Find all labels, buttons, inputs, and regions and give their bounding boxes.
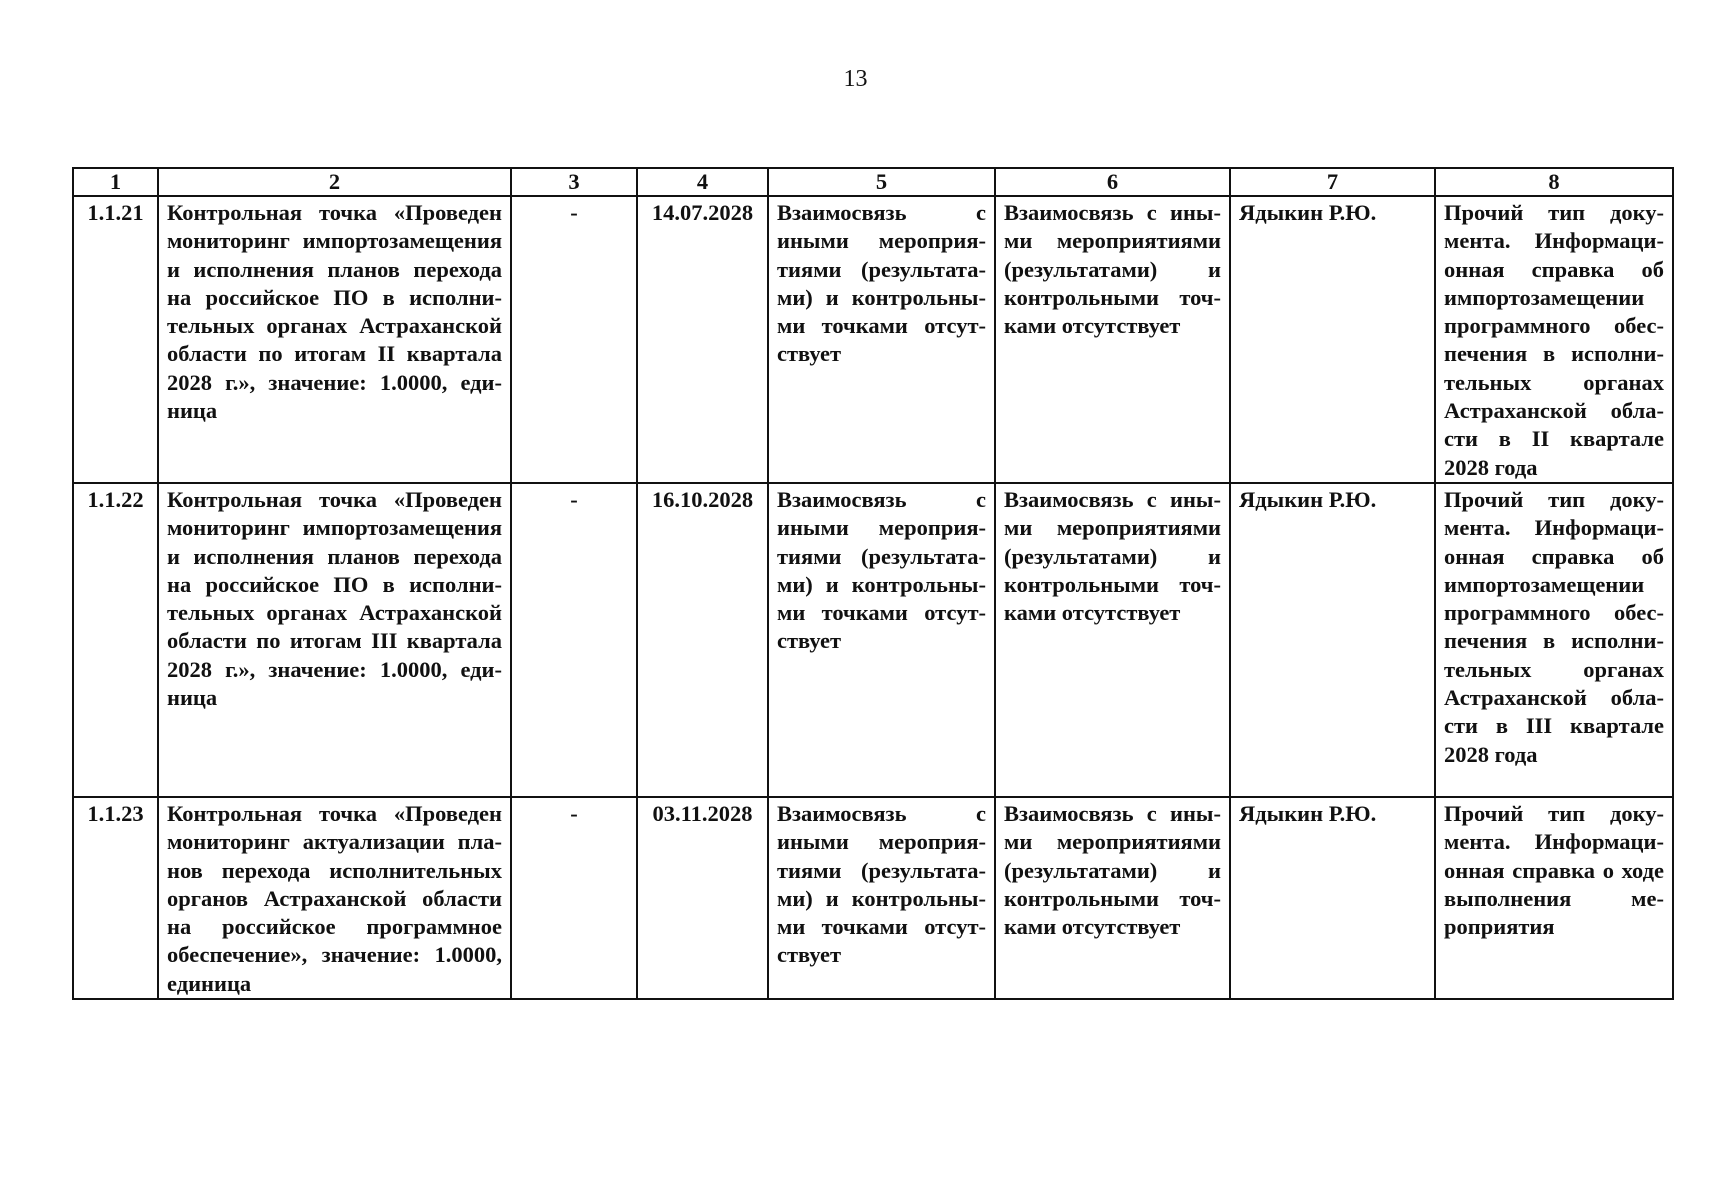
document-type: Прочий тип документа. Информационная справка об импортозамещении программного обеспечения в исполнительных органах Астраханской области в II квартале 2028 года	[1435, 196, 1673, 483]
control-point-description: Контрольная точка «Проведен мониторинг импортозамещения и исполнения планов перехода на российское ПО в исполнительных органах Астраханской области по итогам II квартала 2028 г.», значение: 1.0000, единица	[158, 196, 511, 483]
column-header: 3	[511, 168, 637, 196]
responsible-person: Ядыкин Р.Ю.	[1230, 797, 1435, 999]
predecessor-link: Взаимосвязь с иными мероприятиями (результатами) и контрольными точками отсутствует	[768, 483, 995, 797]
control-points-table	[72, 167, 1674, 1000]
column-header: 6	[995, 168, 1230, 196]
column-header: 4	[637, 168, 768, 196]
successor-link: Взаимосвязь с иными мероприятиями (результатами) и контрольными точками отсутствует	[995, 483, 1230, 797]
control-point-description: Контрольная точка «Проведен мониторинг актуализации планов перехода исполнительных органов Астраханской области на российское программное обеспечение», значение: 1.0000, единица	[158, 797, 511, 999]
page-number: 13	[843, 66, 868, 92]
column-header: 5	[768, 168, 995, 196]
successor-link: Взаимосвязь с иными мероприятиями (результатами) и контрольными точками отсутствует	[995, 797, 1230, 999]
table-row	[73, 797, 1673, 999]
due-date: 03.11.2028	[637, 797, 768, 999]
document-type: Прочий тип документа. Информационная справка об импортозамещении программного обеспечения в исполнительных органах Астраханской области в III квартале 2028 года	[1435, 483, 1673, 797]
column-header: 1	[73, 168, 158, 196]
due-date: 14.07.2028	[637, 196, 768, 483]
successor-link: Взаимосвязь с иными мероприятиями (результатами) и контрольными точками отсутствует	[995, 196, 1230, 483]
document-type: Прочий тип документа. Информационная справка о ходе выполнения мероприятия	[1435, 797, 1673, 999]
column-header: 7	[1230, 168, 1435, 196]
row-number: 1.1.21	[73, 196, 158, 483]
column-header: 8	[1435, 168, 1673, 196]
control-point-description: Контрольная точка «Проведен мониторинг импортозамещения и исполнения планов перехода на российское ПО в исполнительных органах Астраханской области по итогам III квартала 2028 г.», значение: 1.0000, единица	[158, 483, 511, 797]
column-number-row	[73, 168, 1673, 196]
row-number: 1.1.22	[73, 483, 158, 797]
table-row	[73, 196, 1673, 483]
responsible-person: Ядыкин Р.Ю.	[1230, 196, 1435, 483]
predecessor-link: Взаимосвязь с иными мероприятиями (результатами) и контрольными точками отсутствует	[768, 196, 995, 483]
due-date: 16.10.2028	[637, 483, 768, 797]
column-3-value: -	[511, 483, 637, 797]
responsible-person: Ядыкин Р.Ю.	[1230, 483, 1435, 797]
column-3-value: -	[511, 196, 637, 483]
row-number: 1.1.23	[73, 797, 158, 999]
predecessor-link: Взаимосвязь с иными мероприятиями (результатами) и контрольными точками отсутствует	[768, 797, 995, 999]
table-row	[73, 483, 1673, 797]
column-3-value: -	[511, 797, 637, 999]
column-header: 2	[158, 168, 511, 196]
